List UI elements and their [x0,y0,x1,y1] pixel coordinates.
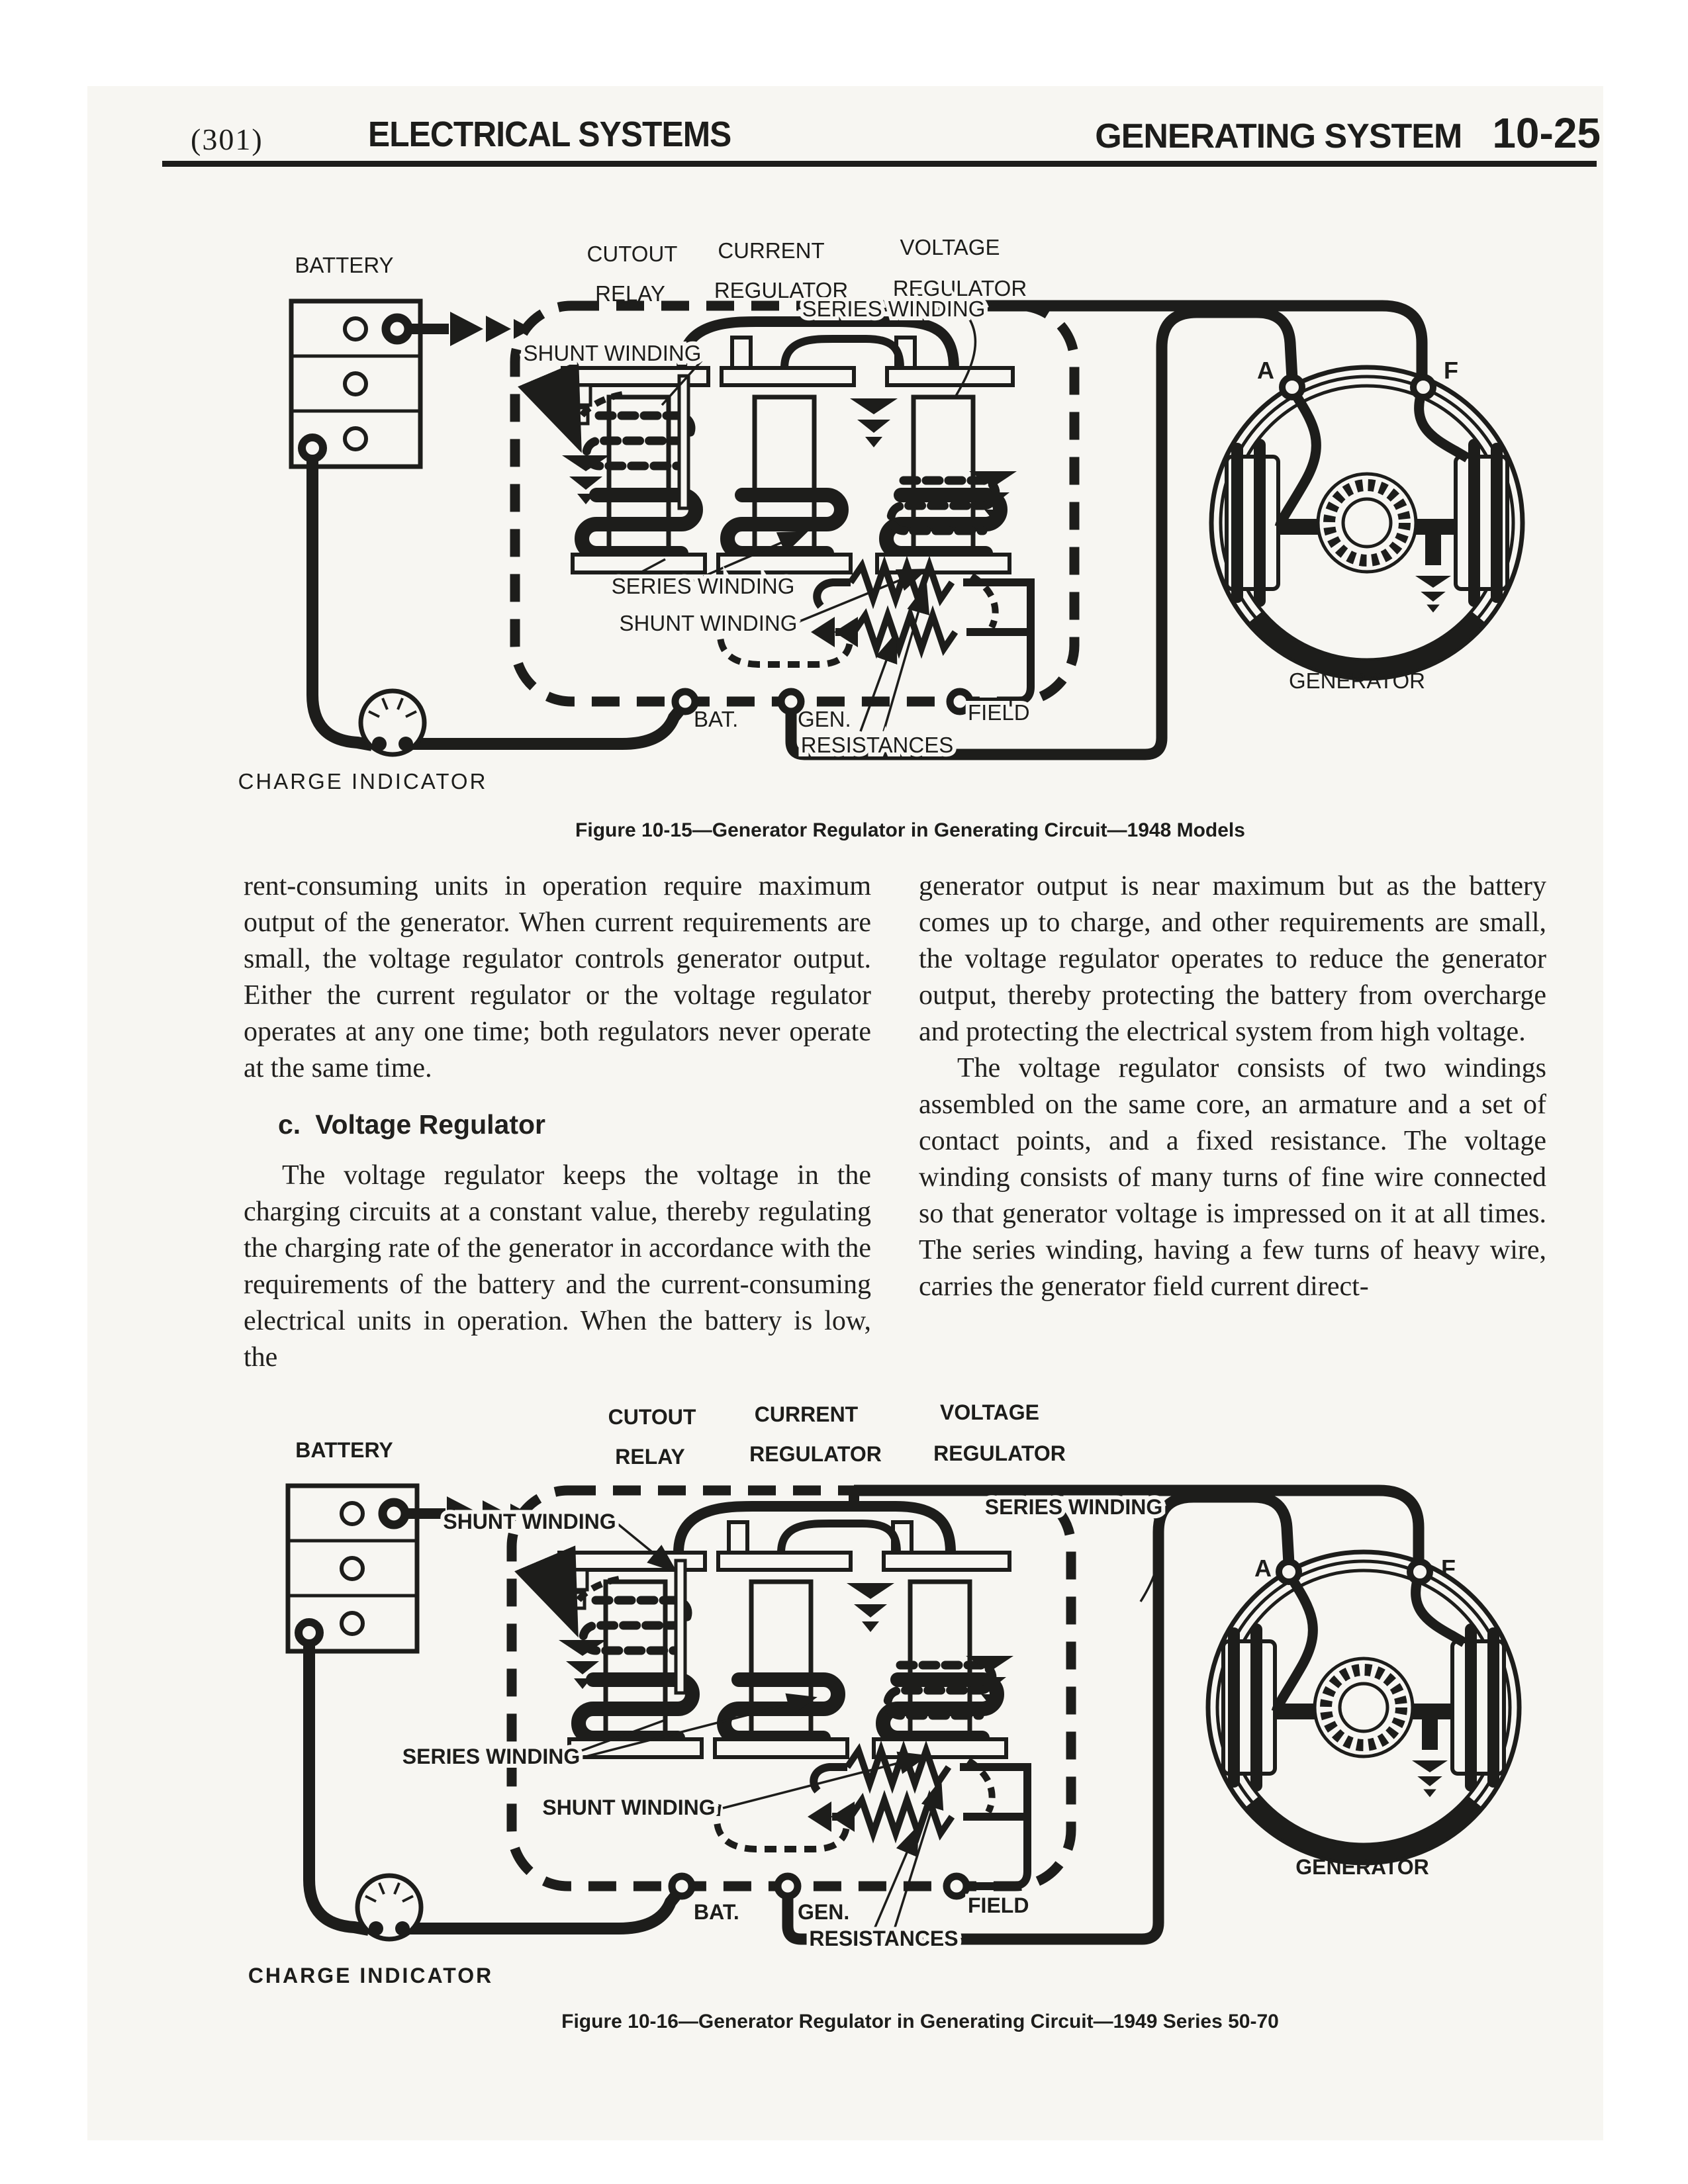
label-terminal-a: A [1254,1555,1272,1582]
header-rule [162,161,1597,167]
label-battery: BATTERY [295,253,394,277]
header-section-title: ELECTRICAL SYSTEMS [368,114,731,154]
figure-10-16-diagram [0,1383,1688,2019]
paragraph: rent-consuming units in operation require maximum output of the generator. When current requirements are small, the voltage regulator controls generator output. Either the current regulator or the voltage regulator operates at any one time; both regulators never operate at the same time. [244,871,871,1083]
label-cutout: CUTOUT [608,1405,696,1429]
label-current-regulator: REGULATOR [749,1442,882,1466]
paragraph: The voltage regulator keeps the voltage in the charging circuits at a constant value, thereby regulating the charging rate of the generator in accordance with the requirements of the battery and the current-consuming electrical units in operation. When the battery is low, the [244,1160,871,1373]
label-series-winding-mid: SERIES WINDING [402,1745,581,1768]
label-generator: GENERATOR [1295,1855,1429,1879]
label-current: CURRENT [754,1402,859,1426]
label-charge-indicator: CHARGE INDICATOR [248,1964,494,1987]
figure-10-15-caption: Figure 10-15—Generator Regulator in Generating Circuit—1948 Models [575,819,1245,841]
label-voltage: VOLTAGE [900,235,1000,259]
label-shunt-winding-mid: SHUNT WINDING [542,1796,716,1819]
label-gen-terminal: GEN. [798,1900,850,1924]
label-resistances: RESISTANCES [800,733,954,757]
label-shunt-winding-top: SHUNT WINDING [523,341,702,365]
body-column-right [919,868,1546,1305]
label-bat-terminal: BAT. [694,1900,739,1924]
label-battery: BATTERY [295,1438,393,1462]
section-heading-voltage-regulator [278,1107,871,1143]
label-resistances: RESISTANCES [809,1927,959,1950]
label-relay: RELAY [595,281,665,306]
label-series-winding-mid: SERIES WINDING [611,574,795,598]
label-generator: GENERATOR [1289,668,1425,693]
paragraph: generator output is near maximum but as the battery comes up to charge, and other requirements are small, the voltage regulator operates to reduce the generator output, thereby protecting the battery from overcharge and protecting the electrical system from high voltage. [919,871,1546,1047]
label-field-terminal: FIELD [968,700,1030,725]
heading-text: Voltage Regulator [315,1109,545,1140]
paragraph: The voltage regulator consists of two windings assembled on the same core, an armature and a set of contact points, and a fixed resistance. The voltage winding consists of many turns of fine wire connected so that generator voltage is impressed on it at all times. The series winding, having a few turns of heavy wire, carries the generator field current direct- [919,1053,1546,1302]
figure-10-15-diagram [0,218,1688,814]
label-cutout: CUTOUT [586,242,678,266]
label-shunt-winding-top: SHUNT WINDING [443,1510,616,1533]
heading-letter: c. [278,1109,301,1140]
header-right [1018,109,1601,158]
label-voltage-regulator: REGULATOR [933,1441,1066,1465]
label-shunt-winding-mid: SHUNT WINDING [619,611,798,635]
label-terminal-f: F [1444,357,1458,384]
page-number: (301) [191,122,263,156]
header-chapter-title: GENERATING SYSTEM [1095,117,1462,156]
label-charge-indicator: CHARGE INDICATOR [238,769,488,794]
label-current: CURRENT [718,238,825,263]
header-page-ref: 10-25 [1492,109,1601,157]
label-current-regulator: REGULATOR [714,278,849,302]
label-terminal-a: A [1257,357,1274,384]
label-voltage-regulator: REGULATOR [892,276,1027,300]
label-series-winding-top: SERIES WINDING [984,1495,1163,1519]
figure-10-16-caption: Figure 10-16—Generator Regulator in Generating Circuit—1949 Series 50-70 [561,2011,1279,2032]
label-terminal-f: F [1441,1555,1456,1582]
label-gen-terminal: GEN. [798,707,851,731]
label-field-terminal: FIELD [968,1893,1029,1917]
label-bat-terminal: BAT. [694,707,739,731]
label-relay: RELAY [615,1445,685,1469]
label-series-winding-top: SERIES WINDING [802,296,986,321]
label-voltage: VOLTAGE [940,1400,1039,1424]
body-column-left [244,868,871,1376]
